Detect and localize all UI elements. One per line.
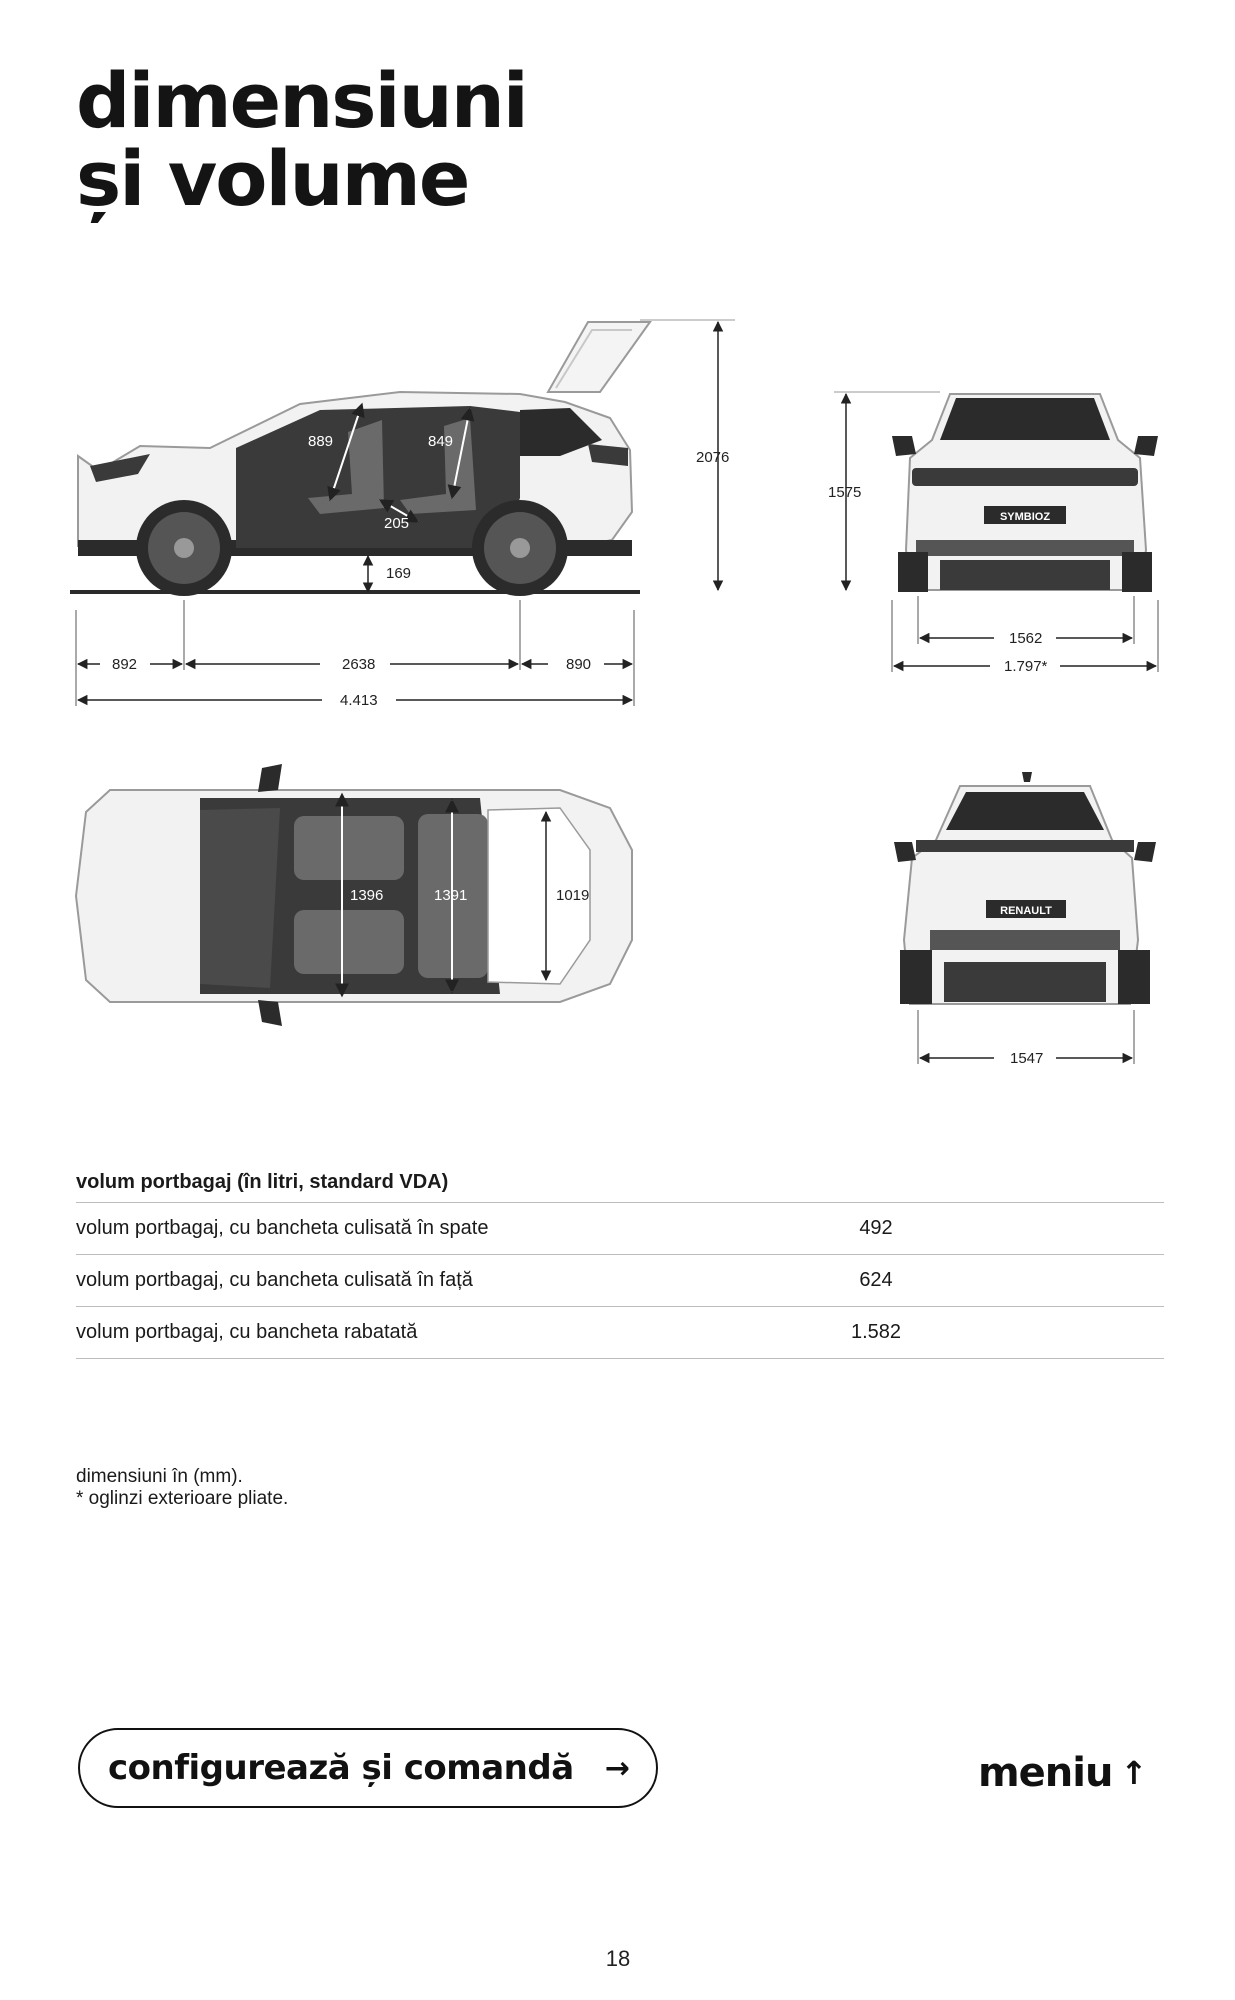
table-row bbox=[76, 1255, 1164, 1307]
page-number: 18 bbox=[605, 1946, 631, 1971]
configure-and-order-button[interactable] bbox=[78, 1728, 658, 1808]
elbow-width-rear-label: 1391 bbox=[434, 887, 468, 904]
knee-room-label: 205 bbox=[384, 515, 410, 532]
rear-overhang-label: 890 bbox=[566, 656, 592, 673]
table-row-value: 1.582 bbox=[850, 1321, 902, 1343]
side-view-car bbox=[70, 322, 650, 596]
front-view-car bbox=[892, 394, 1158, 592]
page-title-line-2: și volume bbox=[76, 134, 469, 223]
boot-width-label: 1019 bbox=[556, 887, 590, 904]
wheelbase-label: 2638 bbox=[342, 656, 376, 673]
footnotes bbox=[76, 1466, 288, 1510]
front-track-label: 1562 bbox=[1009, 630, 1043, 647]
footnote-units: dimensiuni în (mm). bbox=[76, 1466, 243, 1487]
boot-volume-table-header: volum portbagaj (în litri, standard VDA) bbox=[76, 1162, 1164, 1203]
front-badge: SYMBIOZ bbox=[999, 511, 1051, 523]
menu-link-label: meniu bbox=[978, 1750, 1113, 1796]
menu-link[interactable] bbox=[978, 1748, 1168, 1798]
table-row-value: 624 bbox=[859, 1269, 893, 1291]
headroom-rear-label: 849 bbox=[428, 433, 454, 450]
table-row-label: volum portbagaj, cu bancheta rabatată bbox=[76, 1321, 418, 1343]
footnote-mirrors: * oglinzi exterioare pliate. bbox=[76, 1488, 289, 1509]
rear-track-label: 1547 bbox=[1010, 1050, 1044, 1067]
arrow-right-icon: → bbox=[604, 1750, 630, 1786]
table-row-value: 492 bbox=[859, 1217, 893, 1239]
headroom-front-label: 889 bbox=[308, 433, 334, 450]
elbow-width-front-label: 1396 bbox=[350, 887, 384, 904]
height-tailgate-label: 2076 bbox=[696, 449, 730, 466]
table-row bbox=[76, 1307, 1164, 1359]
table-row bbox=[76, 1203, 1164, 1255]
front-overhang-label: 892 bbox=[112, 656, 138, 673]
front-height-label: 1575 bbox=[828, 484, 862, 501]
page-title-line-1: dimensiuni bbox=[76, 56, 527, 145]
boot-volume-table bbox=[76, 1162, 1164, 1359]
configure-button-label: configurează și comandă bbox=[108, 1748, 574, 1788]
ground-clearance-label: 169 bbox=[386, 565, 412, 582]
rear-view-car bbox=[894, 772, 1156, 1004]
rear-badge: RENAULT bbox=[1000, 905, 1052, 917]
arrow-up-icon: ↑ bbox=[1120, 1754, 1148, 1792]
width-mirrors-label: 1.797* bbox=[1004, 658, 1048, 675]
table-row-label: volum portbagaj, cu bancheta culisată în spate bbox=[76, 1217, 489, 1239]
table-row-label: volum portbagaj, cu bancheta culisată în față bbox=[76, 1269, 473, 1291]
total-length-label: 4.413 bbox=[340, 692, 378, 709]
